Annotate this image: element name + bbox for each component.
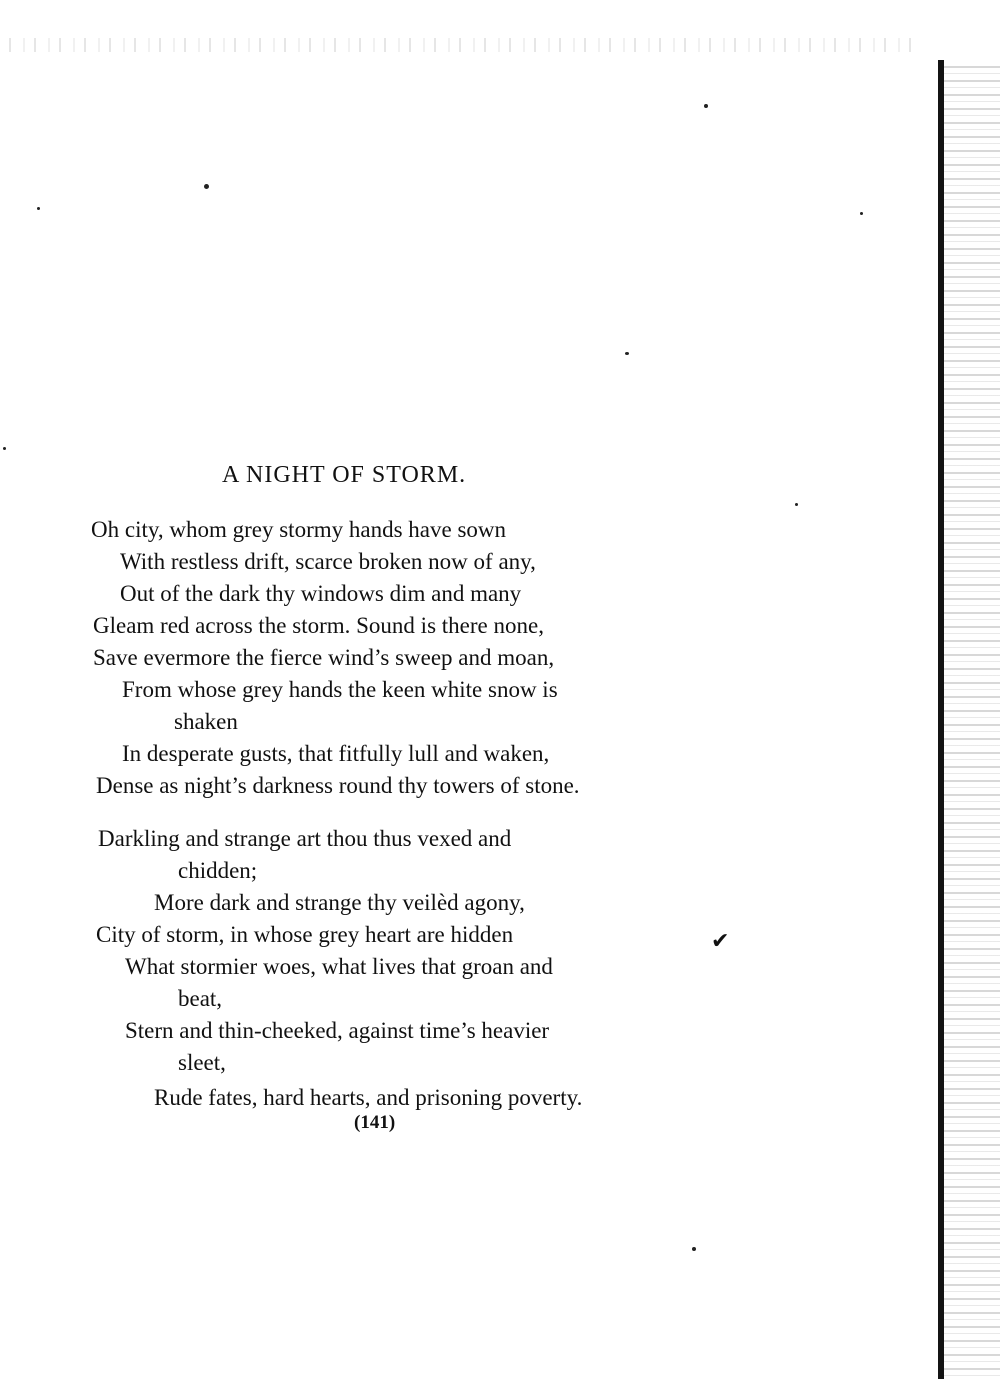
poem-line: With restless drift, scarce broken now of any, [120,549,536,574]
scan-speck [625,352,629,355]
poem-line: Oh city, whom grey stormy hands have sown [91,517,506,542]
scan-speck [692,1247,696,1251]
scan-edge-noise [0,38,920,52]
scan-speck [860,212,863,215]
poem-line: shaken [174,709,238,734]
check-mark-icon: ✔ [711,928,730,953]
poem-line: Darkling and strange art thou thus vexed and [98,826,512,851]
poem-line: From whose grey hands the keen white snow is [122,677,558,702]
poem-line: Dense as night’s darkness round thy towers of stone. [96,773,580,798]
scan-speck [795,503,798,506]
scan-speck [3,447,6,450]
poem-line: sleet, [178,1050,226,1075]
binding-edge-noise [944,60,1000,1379]
poem-line: beat, [178,986,223,1011]
poem-title: A NIGHT OF STORM. [222,462,467,488]
poem-line: In desperate gusts, that fitfully lull and waken, [122,741,550,766]
poem-line: Save evermore the fierce wind’s sweep and moan, [93,645,555,670]
book-binding-shadow [938,60,944,1379]
scan-speck [204,184,209,189]
poem-line: Rude fates, hard hearts, and prisoning poverty. [154,1085,583,1110]
poem-line: Out of the dark thy windows dim and many [120,581,522,606]
page-number: (141) [354,1112,396,1133]
poem-line: chidden; [178,858,258,883]
poem-line: More dark and strange thy veilèd agony, [154,890,525,915]
poem-line: What stormier woes, what lives that groan and [125,954,553,979]
poem-line: City of storm, in whose grey heart are hidden [96,922,514,947]
poem-line: Gleam red across the storm. Sound is there none, [93,613,544,638]
scan-speck [37,207,40,210]
scan-speck [704,104,708,108]
poem-line: Stern and thin-cheeked, against time’s heavier [125,1018,550,1043]
